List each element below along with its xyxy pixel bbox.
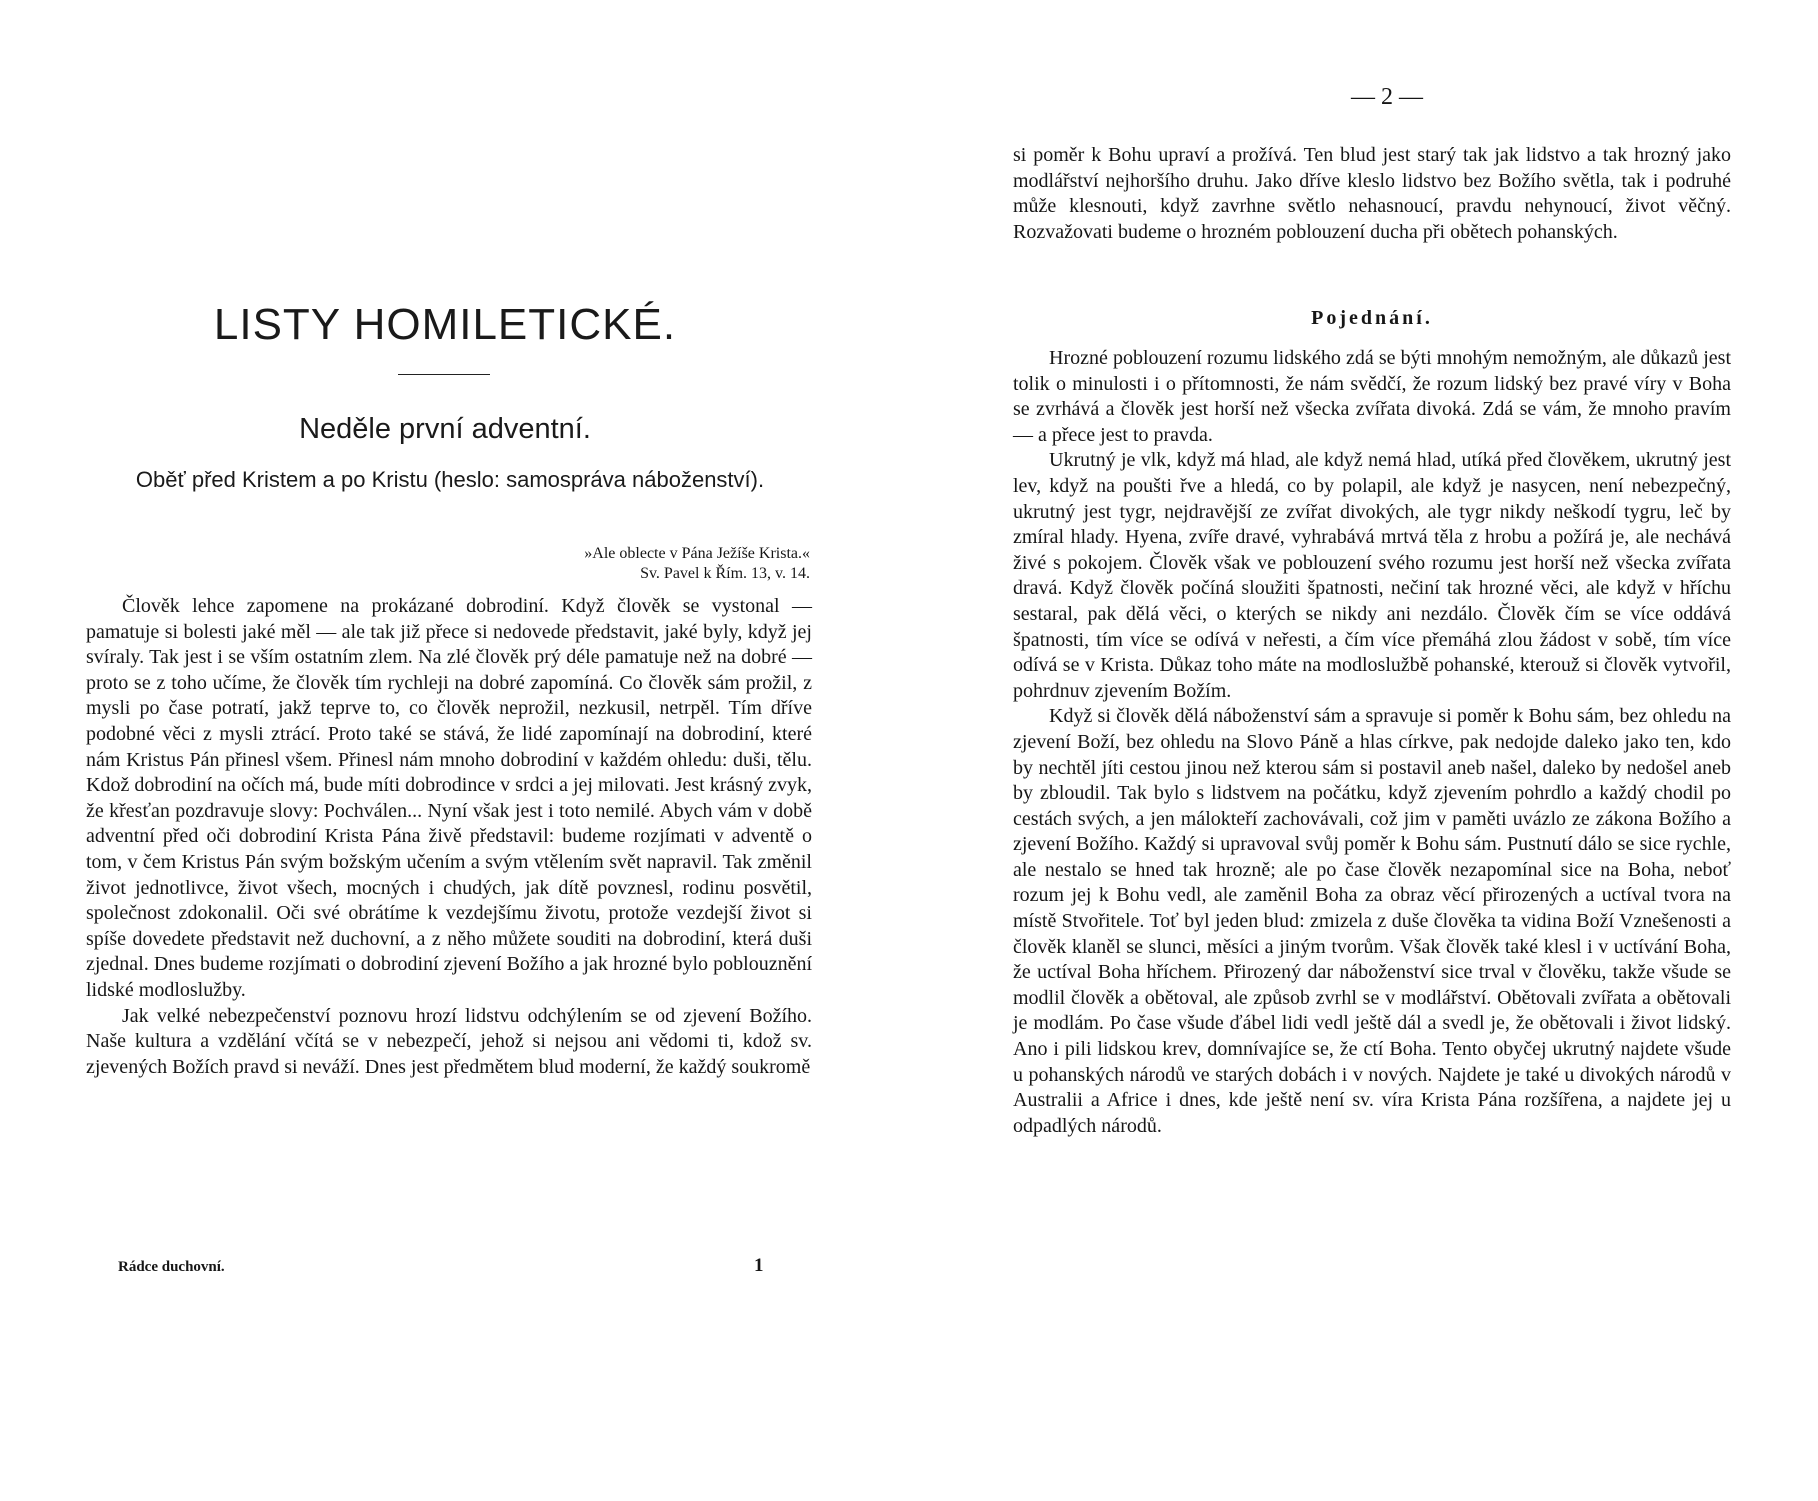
paragraph: Člověk lehce zapomene na prokázané dobrodiní. Když člověk se vystonal — pamatuje si bolesti jaké měl — ale tak již přece si nedovede představit, jaké byly, když jej svíraly. Tak jest i se vším ostatním zlem. Na zlé člověk prý déle pamatuje než na dobré — proto se z toho učíme, že člověk tím rychleji na dobré zapomíná. Co člověk sám prožil, z mysli po čase potratí, jakž teprve to, co člověk neprožil, nezkusil, netrpěl. Tím dříve podobné věci z mysli ztrácí. Proto také se stává, že lidé zapomínají na dobrodiní, které nám Kristus Pán přinesl všem. Přinesl nám mnoho dobrodiní v každém ohledu: duši, tělu. Kdož dobrodiní na očích má, bude míti dobrodince v srdci a jej milovati. Jest krásný zvyk, že křesťan pozdravuje slovy: Pochválen... Nyní však jest i toto nemilé. Abych vám v době adventní před oči dobrodiní Krista Pána živě představil: budeme rozjímati v adventě o tom, v čem Kristus Pán svým božským učením a svým vtělením svět napravil. Tak změnil život jednotlivce, život všech, mocných i chudých, jak dítě povznesl, rodinu posvětil, společnost zdokonalil. Oči své obrátíme k vezdejšímu životu, protože vezdejší život si spíše dovedete představit než duchovní, a z něho můžete souditi na dobrodiní, která duši zjednal. Dnes budeme rozjímati o dobrodiní zjevení Božího a jak hrozné bylo poblouznění lidské modloslužby. bbox=[86, 595, 812, 1001]
paragraph: Ukrutný je vlk, když má hlad, ale když nemá hlad, utíká před člověkem, ukrutný jest lev, když na poušti řve a hledá, co by polapil, ale když je nasycen, není nebezpečný, ukrutný jest tygr, nejdravější ze zvířat divokých, ale tygr nikdy neškodí tygru, leč by zmíral hlady. Hyena, zvíře dravé, vyhrabává mrtvá těla z hrobu a požírá je, ale nechává živé s pokojem. Člověk však ve poblouzení svého rozumu jest horší než všecka zvířata dravá. Když člověk počíná sloužiti špatnosti, nečiní tak hrozné věci, ale když v hříchu sestaral, pak dělá věci, o kterých se nikdy ani nezdálo. Člověk čím se více oddává špatnosti, tím více se odívá v neřesti, a čím více přemáhá zlou žádost v sobě, tím více odívá se v Krista. Důkaz toho máte na modloslužbě pohanské, kterouž si člověk vytvořil, pohrdnuv zjevením Božím. bbox=[1013, 449, 1731, 702]
sermon-theme: Oběť před Kristem a po Kristu (heslo: samospráva náboženství). bbox=[135, 467, 765, 492]
running-head: — 2 — bbox=[1351, 84, 1423, 110]
motto bbox=[430, 544, 810, 584]
sermon-heading: Neděle první adventní. bbox=[299, 413, 591, 445]
paragraph: Jak velké nebezpečenství poznovu hrozí lidstvu odchýlením se od zjevení Božího. Naše kultura a vzdělání včítá se v nebezpečí, jehož si nejsou ani vědomi ti, kdož sv. zjevených Božích pravd si neváží. Dnes jest předmětem blud moderní, že každý soukromě bbox=[86, 1004, 812, 1078]
section-heading: Pojednání. bbox=[1311, 307, 1433, 329]
footer-signature: Rádce duchovní. bbox=[118, 1259, 225, 1275]
page-title: LISTY HOMILETICKÉ. bbox=[213, 300, 677, 349]
motto-reference: Sv. Pavel k Řím. 13, v. 14. bbox=[640, 565, 810, 582]
paragraph: Hrozné poblouzení rozumu lidského zdá se býti mnohým nemožným, ale důkazů jest tolik o minulosti i o přítomnosti, že nám svědčí, že rozum lidský bez pravé víry v Boha se zvrhává a člověk jest horší než všecka zvířata divoká. Zdá se vám, že mnoho pravím — a přece jest to pravda. bbox=[1013, 347, 1731, 446]
paragraph: Když si člověk dělá náboženství sám a spravuje si poměr k Bohu sám, bez ohledu na zjevení Boží, bez ohledu na Slovo Páně a hlas církve, pak nedojde daleko jako ten, kdo by nechtěl jíti cestou jinou než kterou sám si postavil aneb našel, daleko by nedošel aneb by zbloudil. Tak bylo s lidstvem na počátku, když zjevením pohrdlo a každý chodil po cestách svých, a jen málokteří zachovávali, což jim v paměti uvázlo ze zákona Božího a zjevení Božího. Každý si upravoval svůj poměr k Bohu sám. Pustnutí dálo se sice rychle, ale nestalo se hned tak hrozně; ale po čase člověk nezapomínal sice na Boha, neboť rozum jej k Bohu vedl, ale zaměnil Boha za obraz věcí přirozených a uctíval tvora na místě Stvořitele. Toť byl jeden blud: zmizela z duše člověka ta vidina Boží Vznešenosti a člověk klaněl se slunci, měsíci a jiným tvorům. Však člověk také klesl i v uctívání Boha, že uctíval Boha hříchem. Přirozený dar náboženství sice trval v člověku, takže všude se modlil člověk a obětoval, ale způsob zvrhl se v modlářství. Obětovali zvířata a obětovali je modlám. Po čase všude ďábel lidi vedl ještě dál a svedl je, že obětovali i život lidský. Ano i pili lidskou krev, domnívajíce se, že ctí Boha. Tento obyčej ukrutný najdete všude u pohanských národů ve starých dobách i v nových. Najdete je také u divokých národů v Australii a Africe i dnes, kde ještě není sv. víra Krista Pána rozšířena, a najdete jej u odpadlých národů. bbox=[1013, 705, 1731, 1137]
left-body-text bbox=[86, 594, 812, 1080]
title-divider bbox=[398, 374, 490, 375]
paragraph: si poměr k Bohu upraví a prožívá. Ten blud jest starý tak jak lidstvo a tak hrozný jako modlářství nejhoršího druhu. Jako dříve kleslo lidstvo bez Božího světla, tak i podruhé může klesnouti, když zavrhne světlo nehasnoucí, pravdu nehynoucí, život věčný. Rozvažovati budeme o hrozném poblouzení ducha při obětech pohanských. bbox=[1013, 144, 1731, 243]
right-body-text bbox=[1013, 346, 1731, 1139]
right-continuation-text bbox=[1013, 143, 1731, 245]
page-number: 1 bbox=[754, 1255, 764, 1276]
motto-quote: »Ale oblecte v Pána Ježíše Krista.« bbox=[584, 545, 810, 562]
right-page bbox=[909, 0, 1818, 1501]
